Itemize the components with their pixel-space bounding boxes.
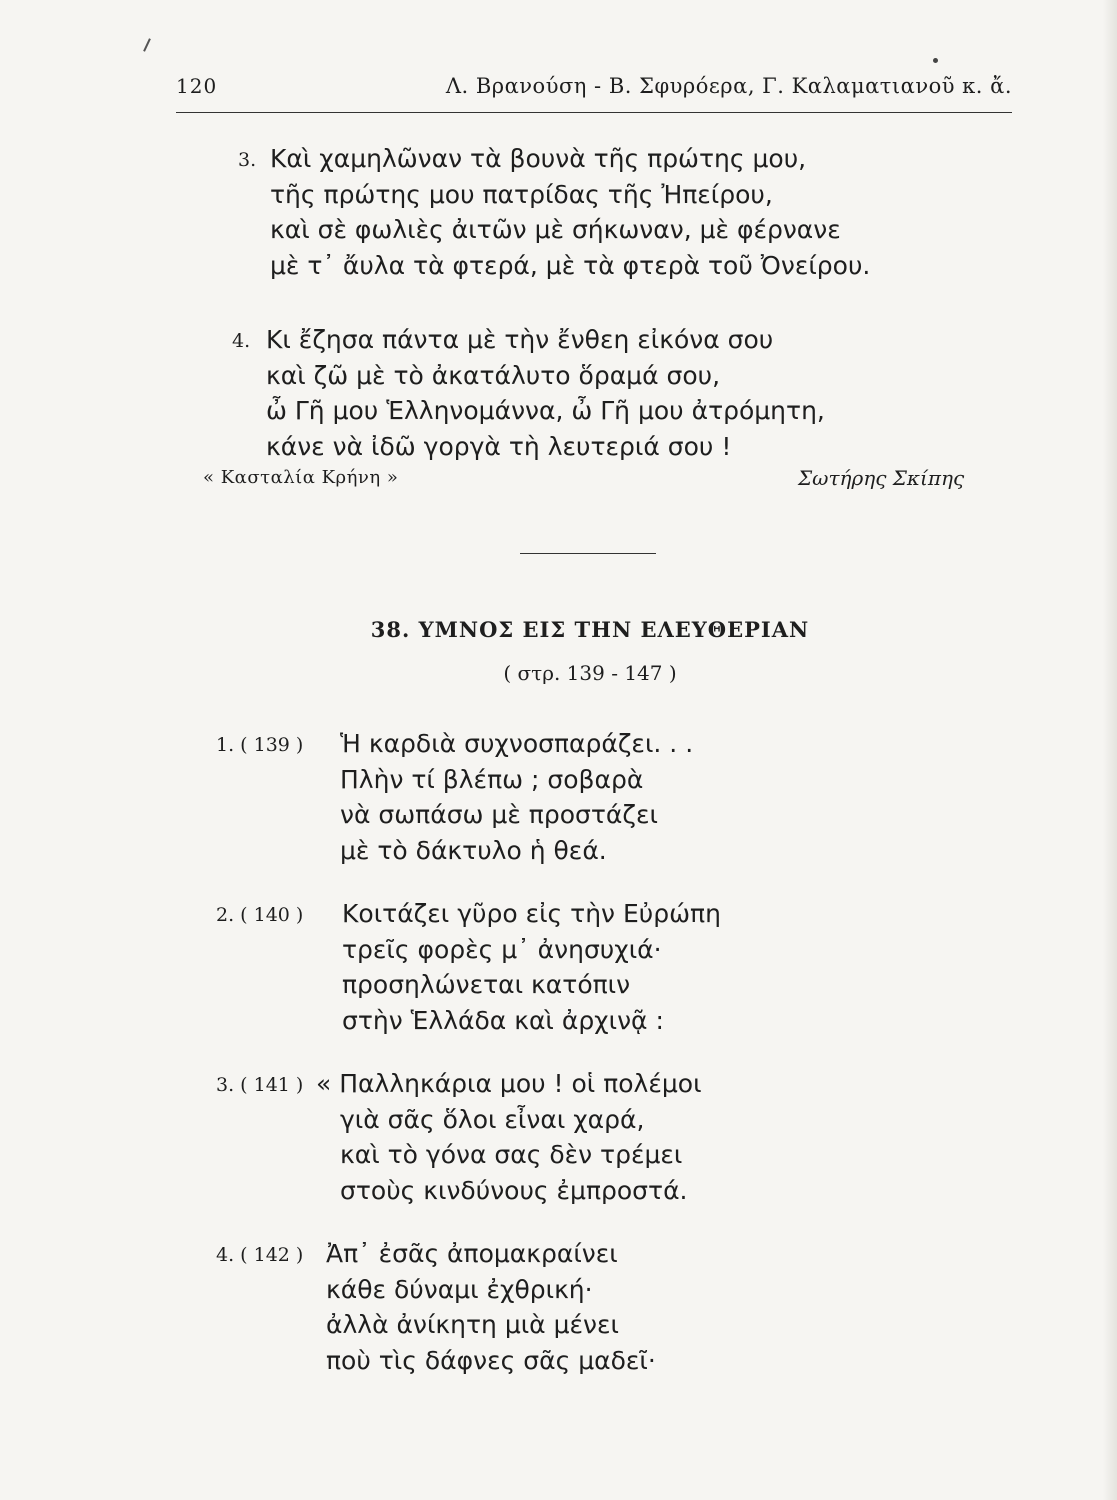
verse-line: Ἀπ᾿ ἐσᾶς ἀπομακραίνει (326, 1239, 618, 1268)
stanza-block (270, 141, 870, 283)
stanza-line: Κι ἔζησα πάντα μὲ τὴν ἔνθεη εἰκόνα σου (266, 325, 774, 354)
verse-block (316, 1066, 702, 1208)
verse-line: Πλὴν τί βλέπω ; σοβαρὰ (340, 764, 644, 794)
section-divider (520, 553, 656, 554)
verse-line: « Παλληκάρια μου ! οἱ πολέμοι (316, 1069, 702, 1098)
verse-line: Ἡ καρδιὰ συχνοσπαράζει. . . (340, 729, 694, 758)
verse-label: 2. ( 140 ) (216, 904, 304, 926)
stanza-line: μὲ τ᾿ ἄυλα τὰ φτερά, μὲ τὰ φτερὰ τοῦ Ὀνείρου. (270, 250, 871, 280)
verse-line: καὶ τὸ γόνα σας δὲν τρέμει (340, 1140, 683, 1169)
source-title: « Κασταλία Κρήνη » (203, 467, 399, 488)
verse-line: ἀλλὰ ἀνίκητη μιὰ μένει (326, 1310, 619, 1339)
page-number: 120 (176, 74, 218, 98)
stanza-line: ὦ Γῆ μου Ἑλληνομάννα, ὦ Γῆ μου ἀτρόμητη, (266, 396, 825, 425)
stanza-number: 3. (238, 149, 257, 171)
section-subtitle: ( στρ. 139 - 147 ) (503, 661, 677, 685)
stanza-block (266, 322, 825, 464)
verse-line: Κοιτάζει γῦρο εἰς τὴν Εὐρώπη (342, 899, 721, 928)
verse-line: στὴν Ἑλλάδα καὶ ἀρχινᾷ : (342, 1005, 664, 1035)
verse-label: 3. ( 141 ) (216, 1074, 304, 1096)
verse-label: 1. ( 139 ) (216, 734, 304, 756)
pencil-mark (143, 38, 151, 52)
poem-author: Σωτήρης Σκίπης (798, 466, 965, 490)
ink-dot (933, 58, 938, 63)
verse-block (340, 726, 693, 868)
section-title: 38. ΥΜΝΟΣ ΕΙΣ ΤΗΝ ΕΛΕΥΘΕΡΙΑΝ (370, 617, 810, 642)
verse-line: ποὺ τὶς δάφνες σᾶς μαδεῖ· (326, 1345, 656, 1375)
verse-line: κάθε δύναμι ἐχθρική· (326, 1274, 593, 1304)
stanza-line: Καὶ χαμηλῶναν τὰ βουνὰ τῆς πρώτης μου, (270, 144, 807, 173)
verse-block (326, 1236, 656, 1378)
stanza-number: 4. (232, 330, 251, 352)
verse-block (342, 896, 721, 1038)
verse-line: προσηλώνεται κατόπιν (342, 970, 631, 999)
stanza-line: καὶ σὲ φωλιὲς ἀιτῶν μὲ σήκωναν, μὲ φέρνανε (270, 215, 841, 244)
verse-line: τρεῖς φορὲς μ᾿ ἀνησυχιά· (342, 934, 662, 964)
header-rule (176, 112, 1012, 113)
verse-line: μὲ τὸ δάκτυλο ἡ θεά. (340, 835, 607, 865)
verse-line: στοὺς κινδύνους ἐμπροστά. (340, 1175, 688, 1205)
verse-line: νὰ σωπάσω μὲ προστάζει (340, 800, 658, 829)
verse-label: 4. ( 142 ) (216, 1244, 304, 1266)
verse-line: γιὰ σᾶς ὅλοι εἶναι χαρά, (340, 1104, 645, 1134)
stanza-line: καὶ ζῶ μὲ τὸ ἀκατάλυτο ὅραμά σου, (266, 360, 721, 390)
running-head (176, 74, 1012, 108)
header-authors: Λ. Βρανούση - Β. Σφυρόερα, Γ. Καλαματιανοῦ κ. ἄ. (445, 74, 1012, 98)
page-edge-shadow (1103, 0, 1117, 1500)
stanza-line: κάνε νὰ ἰδῶ γοργὰ τὴ λευτεριά σου ! (266, 431, 732, 461)
stanza-line: τῆς πρώτης μου πατρίδας τῆς Ἠπείρου, (270, 179, 773, 209)
